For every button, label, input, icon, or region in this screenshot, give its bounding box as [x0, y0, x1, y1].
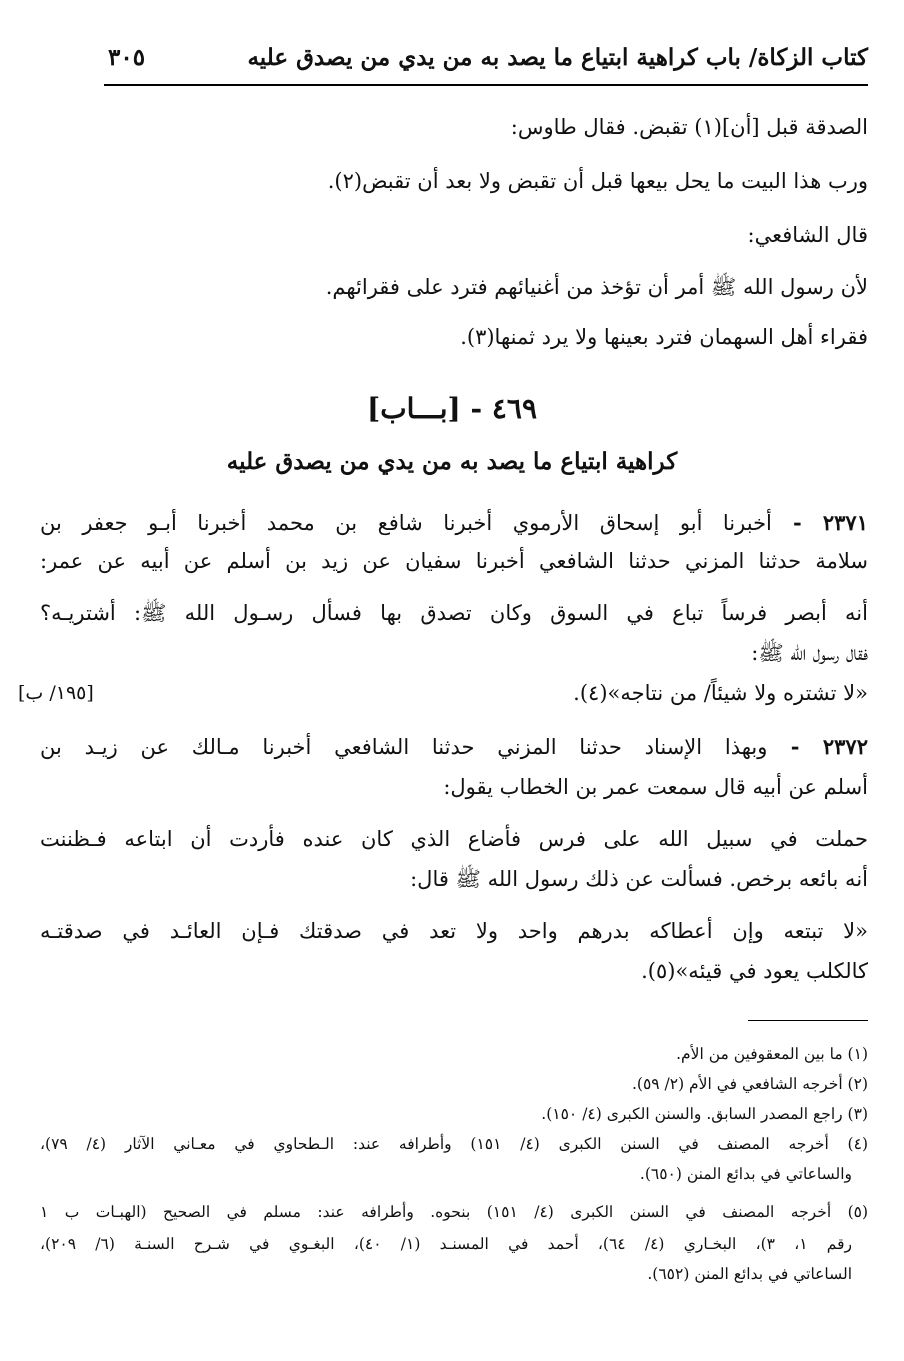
body-line: ورب هذا البيت ما يحل بيعها قبل أن تقبض ولا بعد أن تقبض(٢).: [327, 169, 868, 193]
hadith-2372-line: كالكلب يعود في قيئه»(٥).: [641, 959, 868, 983]
body-line: فقراء أهل السهمان فترد بعينها ولا يرد ثمنها(٣).: [460, 325, 868, 349]
body-line: قال الشافعي:: [747, 223, 868, 247]
body-line: الصدقة قبل [أن](١) تقبض. فقال طاوس:: [510, 115, 868, 139]
footnote: (٥) أخرجه المصنف في السنن الكبرى (٤/ ١٥١) بنحوه. وأطرافه عند: مسلم في الصحيح (الهبـات ب ١: [40, 1203, 869, 1221]
hadith-number: ٢٣٧٢ -: [767, 734, 868, 759]
footnote: (٤) أخرجه المصنف في السنن الكبرى (٤/ ١٥١) وأطرافه عند: الـطحاوي في معـاني الآثار (٤/ ٧٩)،: [40, 1135, 868, 1153]
hadith-text: أخبرنا أبو إسحاق الأرموي أخبرنا شافع بن محمد أخبرنا أبـو جعفر بن: [40, 511, 772, 535]
running-header: [104, 40, 868, 82]
body-line: لأن رسول الله ﷺ أمر أن تؤخذ من أغنيائهم فترد على فقرائهم.: [325, 275, 868, 299]
footnote: (٢) أخرجه الشافعي في الأم (٢/ ٥٩).: [631, 1075, 868, 1093]
hadith-2372-line: أنه بائعه برخص. فسألت عن ذلك رسول الله ﷺ قال:: [410, 867, 868, 891]
header-rule: [104, 84, 868, 86]
hadith-2372-line: «لا تبتعه وإن أعطاكه بدرهم واحد ولا تعد في صدقتك فـإن العائـد في صدقتـه: [40, 919, 868, 943]
bab-number-heading: ٤٦٩ - [بـــاب]: [366, 392, 538, 425]
bab-title: كراهية ابتياع ما يصد به من يدي من يصدق عليه: [226, 448, 678, 475]
manuscript-folio-ref: [١٩٥/ ب]: [18, 682, 94, 704]
hadith-2371-line: أنه أبصر فرساً تباع في السوق وكان تصدق بها فسأل رسـول الله ﷺ: أشتريـه؟: [40, 601, 868, 625]
hadith-2371-line: فقال رسول الله ﷺ:: [751, 641, 868, 665]
footnote: (٣) راجع المصدر السابق. والسنن الكبرى (٤/ ١٥٠).: [541, 1105, 868, 1123]
running-title: كتاب الزكاة/ باب كراهية ابتياع ما يصد به من يدي من يصدق عليه: [247, 44, 868, 71]
hadith-2372-line: حملت في سبيل الله على فرس فأضاع الذي كان عنده فأردت أن ابتاعه فـظننت: [40, 827, 868, 851]
hadith-text: وبهذا الإسناد حدثنا المزني حدثنا الشافعي أخبرنا مـالك عن زيـد بن: [40, 735, 768, 759]
footnote-continuation: الساعاتي في بدائع المنن (٦٥٢).: [647, 1265, 852, 1283]
hadith-2372-line: [40, 732, 868, 762]
footnote: (١) ما بين المعقوفين من الأم.: [676, 1045, 868, 1063]
hadith-2372-line: أسلم عن أبيه قال سمعت عمر بن الخطاب يقول:: [443, 775, 868, 799]
hadith-number: ٢٣٧١ -: [771, 510, 868, 535]
footnote-continuation: والساعاتي في بدائع المنن (٦٥٠).: [639, 1165, 852, 1183]
hadith-2371-line: [40, 508, 868, 538]
footnote-rule: [748, 1020, 868, 1021]
footnote-continuation: رقم ١، ٣)، البخـاري (٤/ ٦٤)، أحمد في المسنـد (١/ ٤٠)، البغـوي في شـرح السنـة (٦/ ٢٠٩)،: [40, 1235, 853, 1253]
hadith-2371-line: سلامة حدثنا المزني حدثنا الشافعي أخبرنا سفيان عن زيد بن أسلم عن أبيه عن عمر:: [40, 549, 868, 573]
page-number: ٣٠٥: [108, 44, 146, 71]
hadith-2371-line: «لا تشتره ولا شيئاً/ من نتاجه»(٤).: [573, 681, 868, 705]
